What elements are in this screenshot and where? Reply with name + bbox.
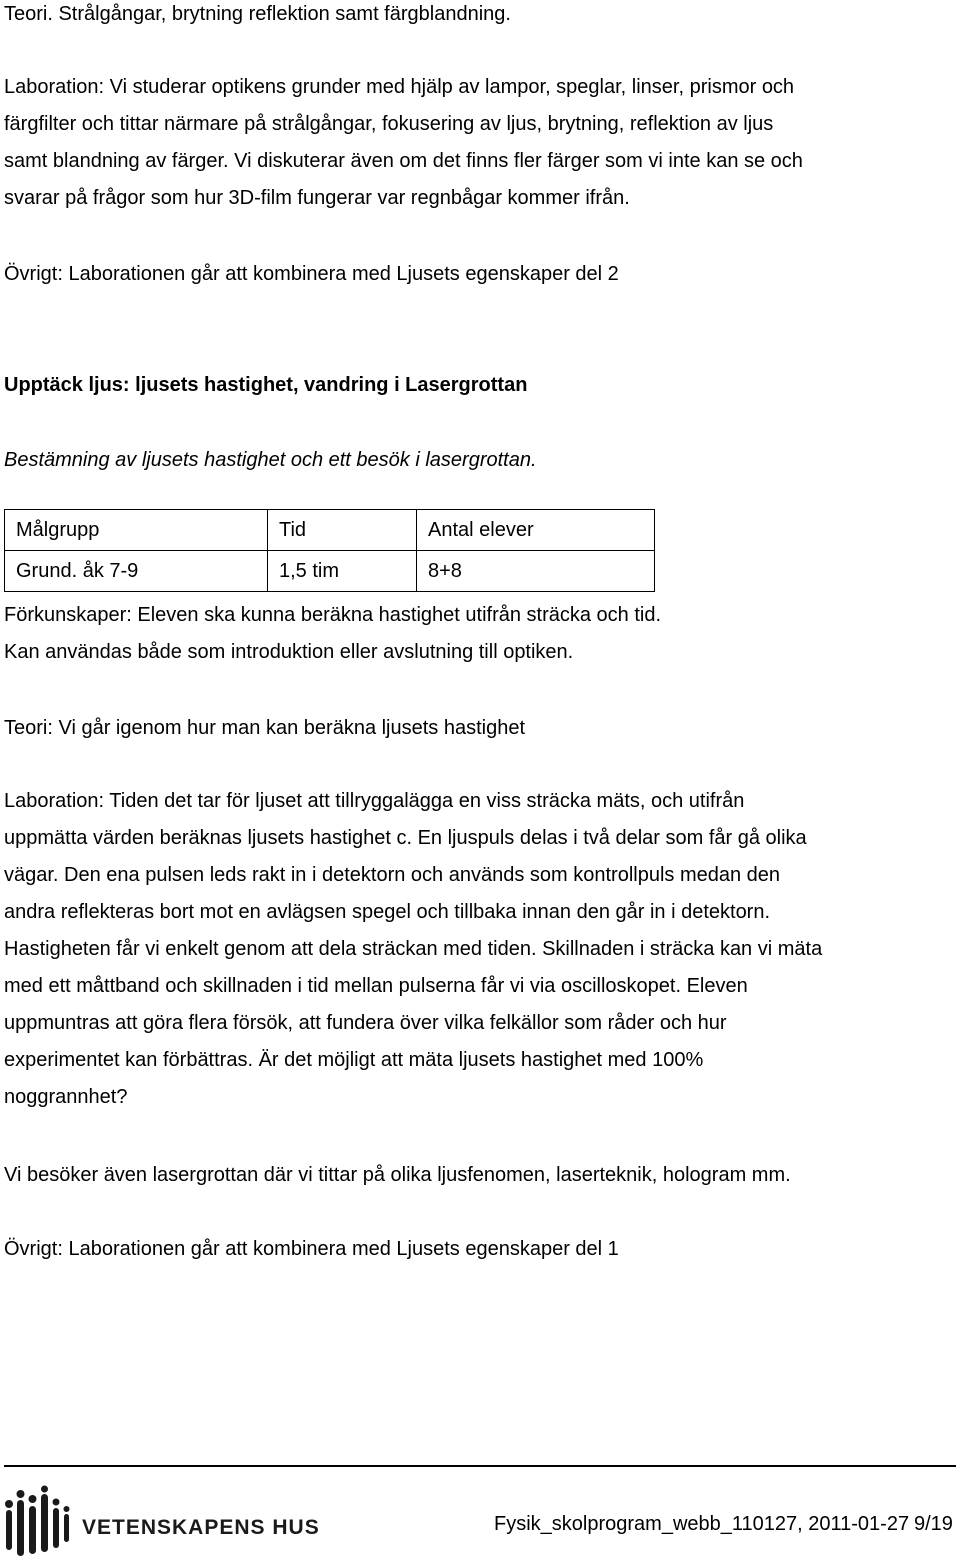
- table-cell: Grund. åk 7-9: [5, 551, 268, 592]
- info-table: [4, 509, 655, 592]
- paragraph-line: uppmuntras att göra flera försök, att fundera över vilka felkällor som råder och hur: [4, 1012, 727, 1034]
- section2-forkunskaper: [4, 597, 661, 671]
- logo-mark-icon: [4, 1490, 320, 1560]
- table-header-cell: Tid: [268, 510, 417, 551]
- paragraph-line: noggrannhet?: [4, 1086, 128, 1108]
- paragraph-line: vägar. Den ena pulsen leds rakt in i detektorn och används som kontrollpuls medan den: [4, 864, 781, 886]
- paragraph-line: experimentet kan förbättras. Är det möjligt att mäta ljusets hastighet med 100%: [4, 1049, 704, 1071]
- section1-ovrigt: Övrigt: Laborationen går att kombinera med Ljusets egenskaper del 2: [4, 263, 619, 285]
- section1-laboration: [4, 69, 803, 217]
- paragraph-line: andra reflekteras bort mot en avlägsen spegel och tillbaka innan den går in i detektorn.: [4, 901, 771, 923]
- table-row: [5, 551, 655, 592]
- paragraph-line: Laboration: Tiden det tar för ljuset att tillryggalägga en viss sträcka mäts, och utifrån: [4, 790, 745, 812]
- section2-teori: Teori: Vi går igenom hur man kan beräkna ljusets hastighet: [4, 717, 526, 739]
- paragraph-line: med ett måttband och skillnaden i tid mellan pulserna får vi via oscilloskopet. Eleven: [4, 975, 748, 997]
- footer-filename: Fysik_skolprogram_webb_110127, 2011-01-27: [494, 1513, 910, 1535]
- footer-page-number: 9/19: [914, 1513, 953, 1535]
- section2-subtitle: Bestämning av ljusets hastighet och ett besök i lasergrottan.: [4, 449, 537, 471]
- table-header-cell: Målgrupp: [5, 510, 268, 551]
- section2-besok: Vi besöker även lasergrottan där vi tittar på olika ljusfenomen, laserteknik, hologram mm.: [4, 1164, 791, 1186]
- paragraph-line: Förkunskaper: Eleven ska kunna beräkna hastighet utifrån sträcka och tid.: [4, 604, 662, 626]
- paragraph-line: Kan användas både som introduktion eller avslutning till optiken.: [4, 641, 574, 663]
- table-cell: 1,5 tim: [268, 551, 417, 592]
- section2-heading: Upptäck ljus: ljusets hastighet, vandring i Lasergrottan: [4, 374, 528, 396]
- table-header-row: [5, 510, 655, 551]
- paragraph-line: samt blandning av färger. Vi diskuterar även om det finns fler färger som vi inte kan se och: [4, 150, 803, 172]
- section2-ovrigt: Övrigt: Laborationen går att kombinera med Ljusets egenskaper del 1: [4, 1238, 619, 1260]
- paragraph-line: Laboration: Vi studerar optikens grunder med hjälp av lampor, speglar, linser, prismor och: [4, 76, 795, 98]
- footer-divider: [4, 1465, 956, 1467]
- table-header-cell: Antal elever: [417, 510, 655, 551]
- paragraph-line: uppmätta värden beräknas ljusets hastighet c. En ljuspuls delas i två delar som får gå olika: [4, 827, 807, 849]
- paragraph-line: färgfilter och tittar närmare på strålgångar, fokusering av ljus, brytning, reflektion av ljus: [4, 113, 774, 135]
- logo-text: VETENSKAPENS HUS: [82, 1516, 320, 1539]
- paragraph-line: Hastigheten får vi enkelt genom att dela sträckan med tiden. Skillnaden i sträcka kan vi mäta: [4, 938, 823, 960]
- paragraph-line: svarar på frågor som hur 3D-film fungerar var regnbågar kommer ifrån.: [4, 187, 630, 209]
- section2-laboration: [4, 783, 822, 1116]
- vetenskapens-hus-logo: [4, 1490, 320, 1560]
- section1-teori: Teori. Strålgångar, brytning reflektion samt färgblandning.: [4, 3, 511, 25]
- table-cell: 8+8: [417, 551, 655, 592]
